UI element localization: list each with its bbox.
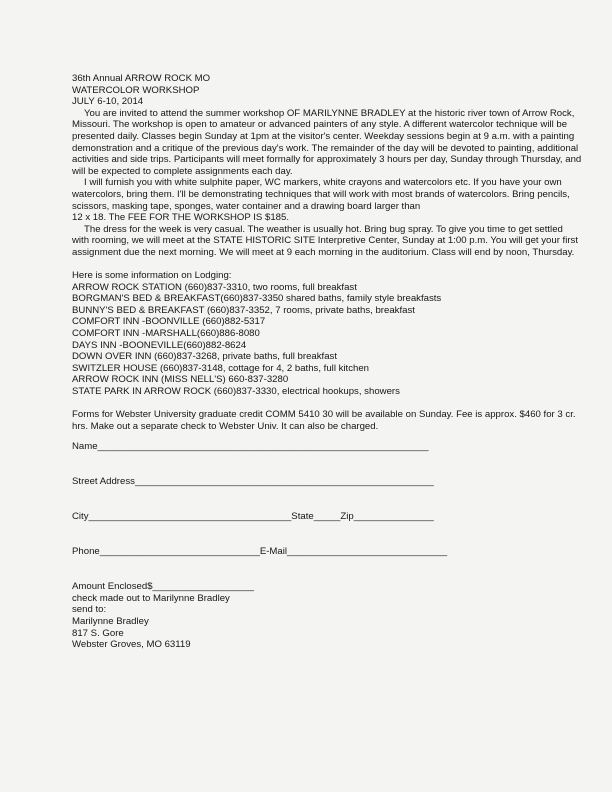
street-label: Street Address <box>72 476 135 487</box>
lodging-item: BUNNY'S BED & BREAKFAST (660)837-3352, 7 rooms, private baths, breakfast <box>72 304 415 316</box>
spacer <box>72 432 582 441</box>
lodging-heading: Here is some information on Lodging: <box>72 270 232 282</box>
spacer <box>72 523 582 547</box>
mailing-line-2: send to: <box>72 604 107 616</box>
name-field[interactable] <box>72 441 582 453</box>
amount-blank[interactable]: ___________________ <box>152 581 254 593</box>
zip-blank[interactable]: _______________ <box>353 511 434 523</box>
mailing-line-3: Marilynne Bradley <box>72 616 149 628</box>
lodging-item: BORGMAN'S BED & BREAKFAST(660)837-3350 shared baths, family style breakfasts <box>72 293 442 305</box>
intro-paragraph-3: The dress for the week is very casual. The weather is usually hot. Bring bug spray. To give you time to get settled with rooming, we will meet at the STATE HISTORIC SITE Interpretive Center, Sunday at 1:00 p.m. You will get your first assignment due the next morning. We will meet at 9 each morning in the auditorium. Class will end by noon, Thursday. <box>72 223 579 258</box>
lodging-item: DOWN OVER INN (660)837-3268, private baths, full breakfast <box>72 351 338 363</box>
phone-blank[interactable]: ______________________________ <box>99 546 260 558</box>
intro-paragraph-2: I will furnish you with white sulphite paper, WC markers, white crayons and watercolors etc. If you have your own watercolors, bring them. I'll be demonstrating techniques that will work with most brands of watercolors. Bring pencils, scissors, masking tape, sponges, water container and a drawing board larger than <box>72 177 570 212</box>
lodging-item: ARROW ROCK STATION (660)837-3310, two rooms, full breakfast <box>72 281 357 293</box>
header-line-1: 36th Annual ARROW ROCK MO <box>72 73 211 84</box>
mailing-line-4: 817 S. Gore <box>72 627 124 639</box>
amount-label: Amount Enclosed$ <box>72 581 153 593</box>
spacer <box>72 398 582 410</box>
lodging-item: SWITZLER HOUSE (660)837-3148, cottage for 4, 2 baths, full kitchen <box>72 362 370 374</box>
amount-field[interactable] <box>72 581 582 593</box>
spacer <box>72 558 582 582</box>
mailing-line-1: check made out to Marilynne Bradley <box>72 592 230 604</box>
intro-paragraph-1: You are invited to attend the summer workshop OF MARILYNNE BRADLEY at the historic river town of Arrow Rock, Missouri. The workshop is open to amateur or advanced painters of any style. A different watercolor technique will be presented daily. Classes begin Sunday at 1pm at the visitor's center. Weekday sessions begin at 9 a.m. with a painting demonstration and a critique of the previous day's work. The remainder of the day will be devoted to painting, additional activities and side trips. Participants will meet formally for approximately 3 hours per day, Sunday through Thursday, and will be expected to complete assignments each day. <box>72 107 582 177</box>
city-state-zip-field[interactable] <box>72 511 582 523</box>
phone-email-field[interactable] <box>72 546 582 558</box>
city-label: City <box>72 511 89 523</box>
credit-note: Forms for Webster University graduate credit COMM 5410 30 will be available on Sunday. Fee is approx. $460 for 3 cr. hrs. Make out a separate check to Webster Univ. It can also be charged. <box>72 409 576 432</box>
state-label: State <box>291 511 314 523</box>
mailing-line-5: Webster Groves, MO 63119 <box>72 639 191 651</box>
state-blank[interactable]: _____ <box>313 511 341 523</box>
city-blank[interactable]: ______________________________________ <box>88 511 292 523</box>
spacer <box>72 453 582 477</box>
lodging-item: ARROW ROCK INN (MISS NELL'S) 660-837-3280 <box>72 374 289 386</box>
lodging-item: STATE PARK IN ARROW ROCK (660)837-3330, electrical hookups, showers <box>72 386 400 398</box>
name-label: Name <box>72 440 98 452</box>
email-label: E-Mail <box>259 546 288 558</box>
street-field[interactable] <box>72 476 582 488</box>
header-line-2: WATERCOLOR WORKSHOP <box>72 84 200 96</box>
street-blank[interactable]: ________________________________________________________ <box>134 476 434 487</box>
zip-label: Zip <box>340 511 354 523</box>
lodging-item: COMFORT INN -MARSHALL(660)886-8080 <box>72 328 260 340</box>
name-blank[interactable]: ______________________________________________________________ <box>97 440 429 452</box>
fee-line: 12 x 18. The FEE FOR THE WORKSHOP IS $185. <box>72 212 290 224</box>
spacer <box>72 259 582 271</box>
lodging-item: COMFORT INN -BOONVILLE (660)882-5317 <box>72 316 266 328</box>
header-line-3: JULY 6-10, 2014 <box>72 96 144 108</box>
email-blank[interactable]: ______________________________ <box>287 546 448 558</box>
phone-label: Phone <box>72 546 100 558</box>
lodging-item: DAYS INN -BOONEVILLE(660)882-8624 <box>72 339 247 351</box>
spacer <box>72 488 582 512</box>
